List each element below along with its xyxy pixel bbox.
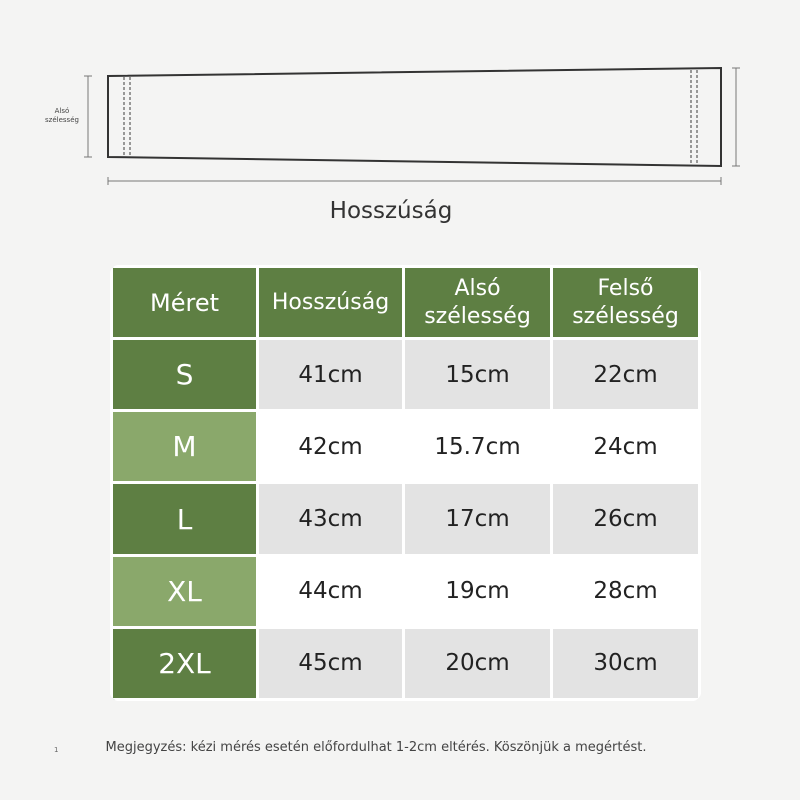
upper-width-cell: 24cm: [552, 411, 700, 483]
table-row: [112, 483, 700, 555]
lower-width-label: Alsó szélesség: [45, 107, 79, 124]
header-length: Hosszúság: [258, 267, 404, 339]
lower-width-cell: 19cm: [404, 555, 552, 627]
size-cell: L: [112, 483, 258, 555]
length-label: Hosszúság: [329, 198, 453, 224]
header-upper-width: Felső szélesség: [552, 267, 700, 339]
length-cell: 41cm: [258, 339, 404, 411]
size-cell: XL: [112, 555, 258, 627]
lower-width-cell: 15cm: [404, 339, 552, 411]
sleeve-outline: [108, 68, 721, 166]
upper-width-cell: 26cm: [552, 483, 700, 555]
table-row: [112, 555, 700, 627]
size-cell: 2XL: [112, 627, 258, 699]
upper-width-cell: 22cm: [552, 339, 700, 411]
length-cell: 42cm: [258, 411, 404, 483]
lower-width-cell: 17cm: [404, 483, 552, 555]
upper-width-cell: 30cm: [552, 627, 700, 699]
table-row: [112, 627, 700, 699]
table-row: [112, 339, 700, 411]
size-cell: M: [112, 411, 258, 483]
table-header-row: [112, 267, 700, 339]
measurement-note: Megjegyzés: kézi mérés esetén előfordulhat 1-2cm eltérés. Köszönjük a megértést.: [105, 740, 647, 755]
note-mark: 1: [54, 746, 59, 754]
header-size: Méret: [112, 267, 258, 339]
table-row: [112, 411, 700, 483]
size-table: [110, 265, 701, 701]
lower-width-cell: 20cm: [404, 627, 552, 699]
header-lower-width: Alsó szélesség: [404, 267, 552, 339]
size-cell: S: [112, 339, 258, 411]
length-cell: 44cm: [258, 555, 404, 627]
lower-width-cell: 15.7cm: [404, 411, 552, 483]
upper-width-cell: 28cm: [552, 555, 700, 627]
length-cell: 43cm: [258, 483, 404, 555]
length-cell: 45cm: [258, 627, 404, 699]
